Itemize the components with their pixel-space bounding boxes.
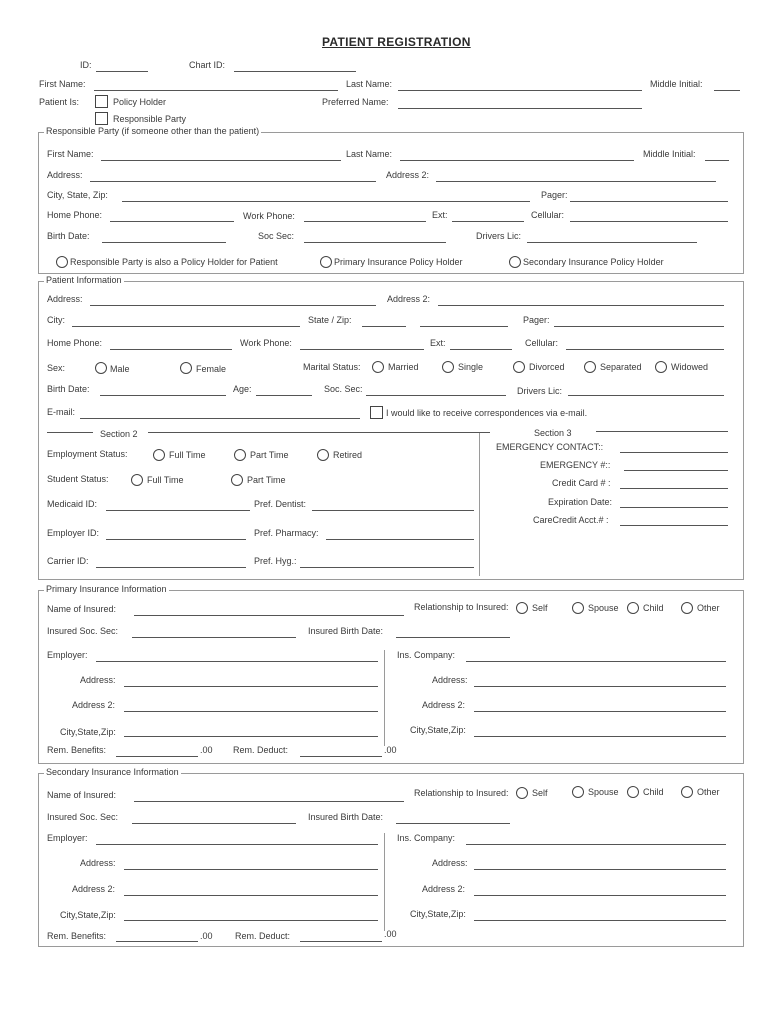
- single-label: Single: [458, 362, 484, 372]
- pi-email-label: E-mail:: [47, 407, 76, 417]
- pri-address2-r-field[interactable]: [474, 700, 726, 712]
- expiration-date-field[interactable]: [620, 496, 728, 508]
- sec-city-state-zip-r-label: City,State,Zip:: [410, 909, 466, 919]
- rp-work-phone-field[interactable]: [304, 210, 426, 222]
- employer-id-field[interactable]: [106, 528, 246, 540]
- pri-city-state-zip-field[interactable]: [124, 725, 378, 737]
- rp-first-name-label: First Name:: [47, 149, 94, 159]
- pi-cellular-label: Cellular:: [525, 338, 559, 348]
- employment-retired-label: Retired: [333, 450, 363, 460]
- rp-policy-holder-radio[interactable]: [56, 256, 68, 268]
- medicaid-id-label: Medicaid ID:: [47, 499, 98, 509]
- id-field[interactable]: [96, 60, 148, 72]
- pri-city-state-zip-r-field[interactable]: [474, 725, 726, 737]
- sec-rem-benefits-label: Rem. Benefits:: [47, 931, 107, 941]
- pri-relationship-label: Relationship to Insured:: [414, 602, 509, 612]
- rp-birth-date-field[interactable]: [102, 231, 226, 243]
- student-part-time-label: Part Time: [247, 475, 286, 485]
- divorced-label: Divorced: [529, 362, 565, 372]
- emergency-number-field[interactable]: [624, 459, 728, 471]
- pri-child-label: Child: [643, 603, 664, 613]
- rp-soc-sec-field[interactable]: [304, 231, 446, 243]
- rp-drivers-lic-field[interactable]: [527, 231, 697, 243]
- pri-insured-soc-sec-field[interactable]: [132, 626, 296, 638]
- pi-address-label: Address:: [47, 294, 83, 304]
- pri-other-radio[interactable]: [681, 602, 693, 614]
- sec-insured-soc-sec-label: Insured Soc. Sec:: [47, 812, 119, 822]
- rp-city-state-zip-label: City, State, Zip:: [47, 190, 108, 200]
- rp-ext-label: Ext:: [432, 210, 448, 220]
- carecredit-field[interactable]: [620, 514, 728, 526]
- rp-cellular-label: Cellular:: [531, 210, 565, 220]
- pri-employer-field[interactable]: [96, 650, 378, 662]
- pri-address-r-field[interactable]: [474, 675, 726, 687]
- first-name-field[interactable]: [94, 79, 338, 91]
- pref-hyg-label: Pref. Hyg.:: [254, 556, 297, 566]
- rp-pager-label: Pager:: [541, 190, 568, 200]
- employment-full-time-radio[interactable]: [153, 449, 165, 461]
- pi-sex-label: Sex:: [47, 363, 66, 373]
- chart-id-label: Chart ID:: [189, 60, 226, 70]
- responsible-party-checkbox[interactable]: [95, 112, 108, 125]
- employer-id-label: Employer ID:: [47, 528, 100, 538]
- pri-city-state-zip-label: City,State,Zip:: [60, 727, 116, 737]
- divorced-radio[interactable]: [513, 361, 525, 373]
- pi-home-phone-label: Home Phone:: [47, 338, 103, 348]
- pref-pharmacy-field[interactable]: [326, 528, 474, 540]
- section2-rule-right: [148, 432, 490, 433]
- sec-rem-deduct-cents: .00: [384, 929, 397, 939]
- rp-policy-holder-option-label: Responsible Party is also a Policy Holder for Patient: [70, 257, 278, 267]
- student-part-time-radio[interactable]: [231, 474, 243, 486]
- sec-employer-label: Employer:: [47, 833, 88, 843]
- female-radio[interactable]: [180, 362, 192, 374]
- pri-rem-deduct-label: Rem. Deduct:: [233, 745, 289, 755]
- pri-rem-deduct-field[interactable]: [300, 745, 382, 757]
- emergency-contact-field[interactable]: [620, 441, 728, 453]
- employment-full-time-label: Full Time: [169, 450, 206, 460]
- section3-rule: [596, 431, 728, 432]
- pri-child-radio[interactable]: [627, 602, 639, 614]
- pi-state-zip-label: State / Zip:: [308, 315, 352, 325]
- rp-address2-field[interactable]: [436, 170, 716, 182]
- rp-soc-sec-label: Soc Sec:: [258, 231, 295, 241]
- male-label: Male: [110, 364, 130, 374]
- student-full-time-radio[interactable]: [131, 474, 143, 486]
- rp-address2-label: Address 2:: [386, 170, 430, 180]
- pi-pager-label: Pager:: [523, 315, 550, 325]
- preferred-name-label: Preferred Name:: [322, 97, 389, 107]
- expiration-date-label: Expiration Date:: [548, 497, 613, 507]
- pi-city-field[interactable]: [72, 315, 300, 327]
- pri-ins-company-label: Ins. Company:: [397, 650, 456, 660]
- pri-insured-birth-label: Insured Birth Date:: [308, 626, 384, 636]
- rp-drivers-lic-label: Drivers Lic:: [476, 231, 522, 241]
- sec-employer-field[interactable]: [96, 833, 378, 845]
- marital-status-label: Marital Status:: [303, 362, 361, 372]
- pi-age-label: Age:: [233, 384, 252, 394]
- rp-address-field[interactable]: [90, 170, 376, 182]
- rp-primary-holder-radio[interactable]: [320, 256, 332, 268]
- sec-ins-company-label: Ins. Company:: [397, 833, 456, 843]
- carrier-id-field[interactable]: [96, 556, 246, 568]
- pri-other-label: Other: [697, 603, 720, 613]
- female-label: Female: [196, 364, 227, 374]
- rp-work-phone-label: Work Phone:: [243, 211, 295, 221]
- pri-employer-label: Employer:: [47, 650, 88, 660]
- pri-rem-deduct-cents: .00: [384, 745, 397, 755]
- single-radio[interactable]: [442, 361, 454, 373]
- pi-zip-field[interactable]: [420, 315, 508, 327]
- pi-birth-date-field[interactable]: [100, 384, 226, 396]
- rp-home-phone-label: Home Phone:: [47, 210, 103, 220]
- pi-state-field[interactable]: [362, 315, 406, 327]
- pi-age-field[interactable]: [256, 384, 312, 396]
- pi-work-phone-label: Work Phone:: [240, 338, 292, 348]
- pref-dentist-label: Pref. Dentist:: [254, 499, 307, 509]
- separated-label: Separated: [600, 362, 642, 372]
- sec-other-label: Other: [697, 787, 720, 797]
- pi-ext-label: Ext:: [430, 338, 446, 348]
- rp-address-label: Address:: [47, 170, 83, 180]
- pri-address2-field[interactable]: [124, 700, 378, 712]
- emergency-number-label: EMERGENCY #::: [540, 460, 611, 470]
- rp-pager-field[interactable]: [570, 190, 728, 202]
- pref-dentist-field[interactable]: [312, 499, 474, 511]
- pi-drivers-lic-field[interactable]: [568, 384, 724, 396]
- pri-insured-birth-field[interactable]: [396, 626, 510, 638]
- sec-child-label: Child: [643, 787, 664, 797]
- sec-ins-company-field[interactable]: [466, 833, 726, 845]
- section-vertical-divider: [479, 433, 480, 576]
- credit-card-field[interactable]: [620, 477, 728, 489]
- pi-soc-sec-field[interactable]: [366, 384, 506, 396]
- pri-address-r-label: Address:: [432, 675, 468, 685]
- rp-last-name-field[interactable]: [400, 149, 634, 161]
- patient-information-legend: Patient Information: [46, 275, 122, 285]
- chart-id-field[interactable]: [234, 60, 356, 72]
- sec-child-radio[interactable]: [627, 786, 639, 798]
- credit-card-label: Credit Card # :: [552, 478, 611, 488]
- sec-city-state-zip-field[interactable]: [124, 909, 378, 921]
- rp-ext-field[interactable]: [452, 210, 524, 222]
- sec-insured-soc-sec-field[interactable]: [132, 812, 296, 824]
- rp-home-phone-field[interactable]: [110, 210, 234, 222]
- sec-other-radio[interactable]: [681, 786, 693, 798]
- sec-insured-birth-field[interactable]: [396, 812, 510, 824]
- sec-rem-deduct-label: Rem. Deduct:: [235, 931, 291, 941]
- widowed-label: Widowed: [671, 362, 709, 372]
- pi-birth-date-label: Birth Date:: [47, 384, 90, 394]
- student-full-time-label: Full Time: [147, 475, 184, 485]
- pi-address2-field[interactable]: [438, 294, 724, 306]
- sec-address-r-label: Address:: [432, 858, 468, 868]
- rp-secondary-holder-label: Secondary Insurance Policy Holder: [523, 257, 664, 267]
- policy-holder-checkbox[interactable]: [95, 95, 108, 108]
- sec-address2-field[interactable]: [124, 884, 378, 896]
- married-radio[interactable]: [372, 361, 384, 373]
- sec-address2-r-field[interactable]: [474, 884, 726, 896]
- patient-is-label: Patient Is:: [39, 97, 80, 107]
- pi-address-field[interactable]: [90, 294, 376, 306]
- pi-drivers-lic-label: Drivers Lic:: [517, 386, 563, 396]
- section2-label: Section 2: [100, 429, 138, 439]
- pri-name-insured-field[interactable]: [134, 604, 404, 616]
- rp-middle-initial-label: Middle Initial:: [643, 149, 696, 159]
- last-name-field[interactable]: [398, 79, 642, 91]
- pri-city-state-zip-r-label: City,State,Zip:: [410, 725, 466, 735]
- pri-rem-benefits-label: Rem. Benefits:: [47, 745, 107, 755]
- email-opt-in-label: I would like to receive correspondences via e-mail.: [386, 408, 588, 418]
- carecredit-label: CareCredit Acct.# :: [533, 515, 609, 525]
- email-opt-in-checkbox[interactable]: [370, 406, 383, 419]
- pri-address-label: Address:: [80, 675, 116, 685]
- pi-home-phone-field[interactable]: [110, 338, 232, 350]
- employment-part-time-radio[interactable]: [234, 449, 246, 461]
- rp-last-name-label: Last Name:: [346, 149, 393, 159]
- medicaid-id-field[interactable]: [106, 499, 250, 511]
- section2-rule-left: [47, 432, 93, 433]
- pri-address2-label: Address 2:: [72, 700, 116, 710]
- pri-rem-benefits-cents: .00: [200, 745, 213, 755]
- rp-birth-date-label: Birth Date:: [47, 231, 90, 241]
- sec-rem-benefits-cents: .00: [200, 931, 213, 941]
- sec-relationship-label: Relationship to Insured:: [414, 788, 509, 798]
- sec-column-divider: [384, 833, 385, 931]
- page-title: PATIENT REGISTRATION: [322, 35, 471, 49]
- pri-column-divider: [384, 650, 385, 746]
- pri-name-insured-label: Name of Insured:: [47, 604, 117, 614]
- employment-part-time-label: Part Time: [250, 450, 289, 460]
- preferred-name-field[interactable]: [398, 97, 642, 109]
- pi-pager-field[interactable]: [554, 315, 724, 327]
- responsible-party-label: Responsible Party: [113, 114, 187, 124]
- student-status-label: Student Status:: [47, 474, 109, 484]
- sec-spouse-radio[interactable]: [572, 786, 584, 798]
- married-label: Married: [388, 362, 419, 372]
- sec-self-radio[interactable]: [516, 787, 528, 799]
- employment-retired-radio[interactable]: [317, 449, 329, 461]
- id-label: ID:: [80, 60, 92, 70]
- pri-rem-benefits-field[interactable]: [116, 745, 198, 757]
- pri-address2-r-label: Address 2:: [422, 700, 466, 710]
- separated-radio[interactable]: [584, 361, 596, 373]
- sec-name-insured-field[interactable]: [134, 790, 404, 802]
- rp-cellular-field[interactable]: [570, 210, 728, 222]
- pri-insured-soc-sec-label: Insured Soc. Sec:: [47, 626, 119, 636]
- rp-secondary-holder-radio[interactable]: [509, 256, 521, 268]
- emergency-contact-label: EMERGENCY CONTACT::: [496, 442, 604, 452]
- pri-spouse-radio[interactable]: [572, 602, 584, 614]
- primary-insurance-legend: Primary Insurance Information: [46, 584, 167, 594]
- sec-self-label: Self: [532, 788, 548, 798]
- secondary-insurance-legend: Secondary Insurance Information: [46, 767, 179, 777]
- pri-spouse-label: Spouse: [588, 603, 619, 613]
- pi-work-phone-field[interactable]: [300, 338, 424, 350]
- section3-label: Section 3: [534, 428, 572, 438]
- sec-address-field[interactable]: [124, 858, 378, 870]
- sec-spouse-label: Spouse: [588, 787, 619, 797]
- last-name-label: Last Name:: [346, 79, 393, 89]
- sec-city-state-zip-label: City,State,Zip:: [60, 910, 116, 920]
- employment-status-label: Employment Status:: [47, 449, 128, 459]
- middle-initial-label: Middle Initial:: [650, 79, 703, 89]
- sec-address2-r-label: Address 2:: [422, 884, 466, 894]
- carrier-id-label: Carrier ID:: [47, 556, 89, 566]
- sec-city-state-zip-r-field[interactable]: [474, 909, 726, 921]
- pi-address2-label: Address 2:: [387, 294, 431, 304]
- widowed-radio[interactable]: [655, 361, 667, 373]
- rp-first-name-field[interactable]: [101, 149, 341, 161]
- pi-ext-field[interactable]: [450, 338, 512, 350]
- rp-primary-holder-label: Primary Insurance Policy Holder: [334, 257, 463, 267]
- male-radio[interactable]: [95, 362, 107, 374]
- sec-address-label: Address:: [80, 858, 116, 868]
- sec-address-r-field[interactable]: [474, 858, 726, 870]
- sec-address2-label: Address 2:: [72, 884, 116, 894]
- pi-soc-sec-label: Soc. Sec:: [324, 384, 363, 394]
- pref-hyg-field[interactable]: [300, 556, 474, 568]
- pi-cellular-field[interactable]: [566, 338, 724, 350]
- sec-rem-benefits-field[interactable]: [116, 930, 198, 942]
- pri-self-radio[interactable]: [516, 602, 528, 614]
- sec-rem-deduct-field[interactable]: [300, 930, 382, 942]
- first-name-label: First Name:: [39, 79, 86, 89]
- pi-city-label: City:: [47, 315, 65, 325]
- pri-ins-company-field[interactable]: [466, 650, 726, 662]
- responsible-party-legend: Responsible Party (if someone other than the patient): [46, 126, 260, 136]
- pi-email-field[interactable]: [80, 407, 360, 419]
- sec-insured-birth-label: Insured Birth Date:: [308, 812, 384, 822]
- rp-city-state-zip-field[interactable]: [122, 190, 530, 202]
- pri-self-label: Self: [532, 603, 548, 613]
- rp-middle-initial-field[interactable]: [705, 149, 729, 161]
- pref-pharmacy-label: Pref. Pharmacy:: [254, 528, 319, 538]
- policy-holder-label: Policy Holder: [113, 97, 167, 107]
- middle-initial-field[interactable]: [714, 79, 740, 91]
- pri-address-field[interactable]: [124, 675, 378, 687]
- sec-name-insured-label: Name of Insured:: [47, 790, 117, 800]
